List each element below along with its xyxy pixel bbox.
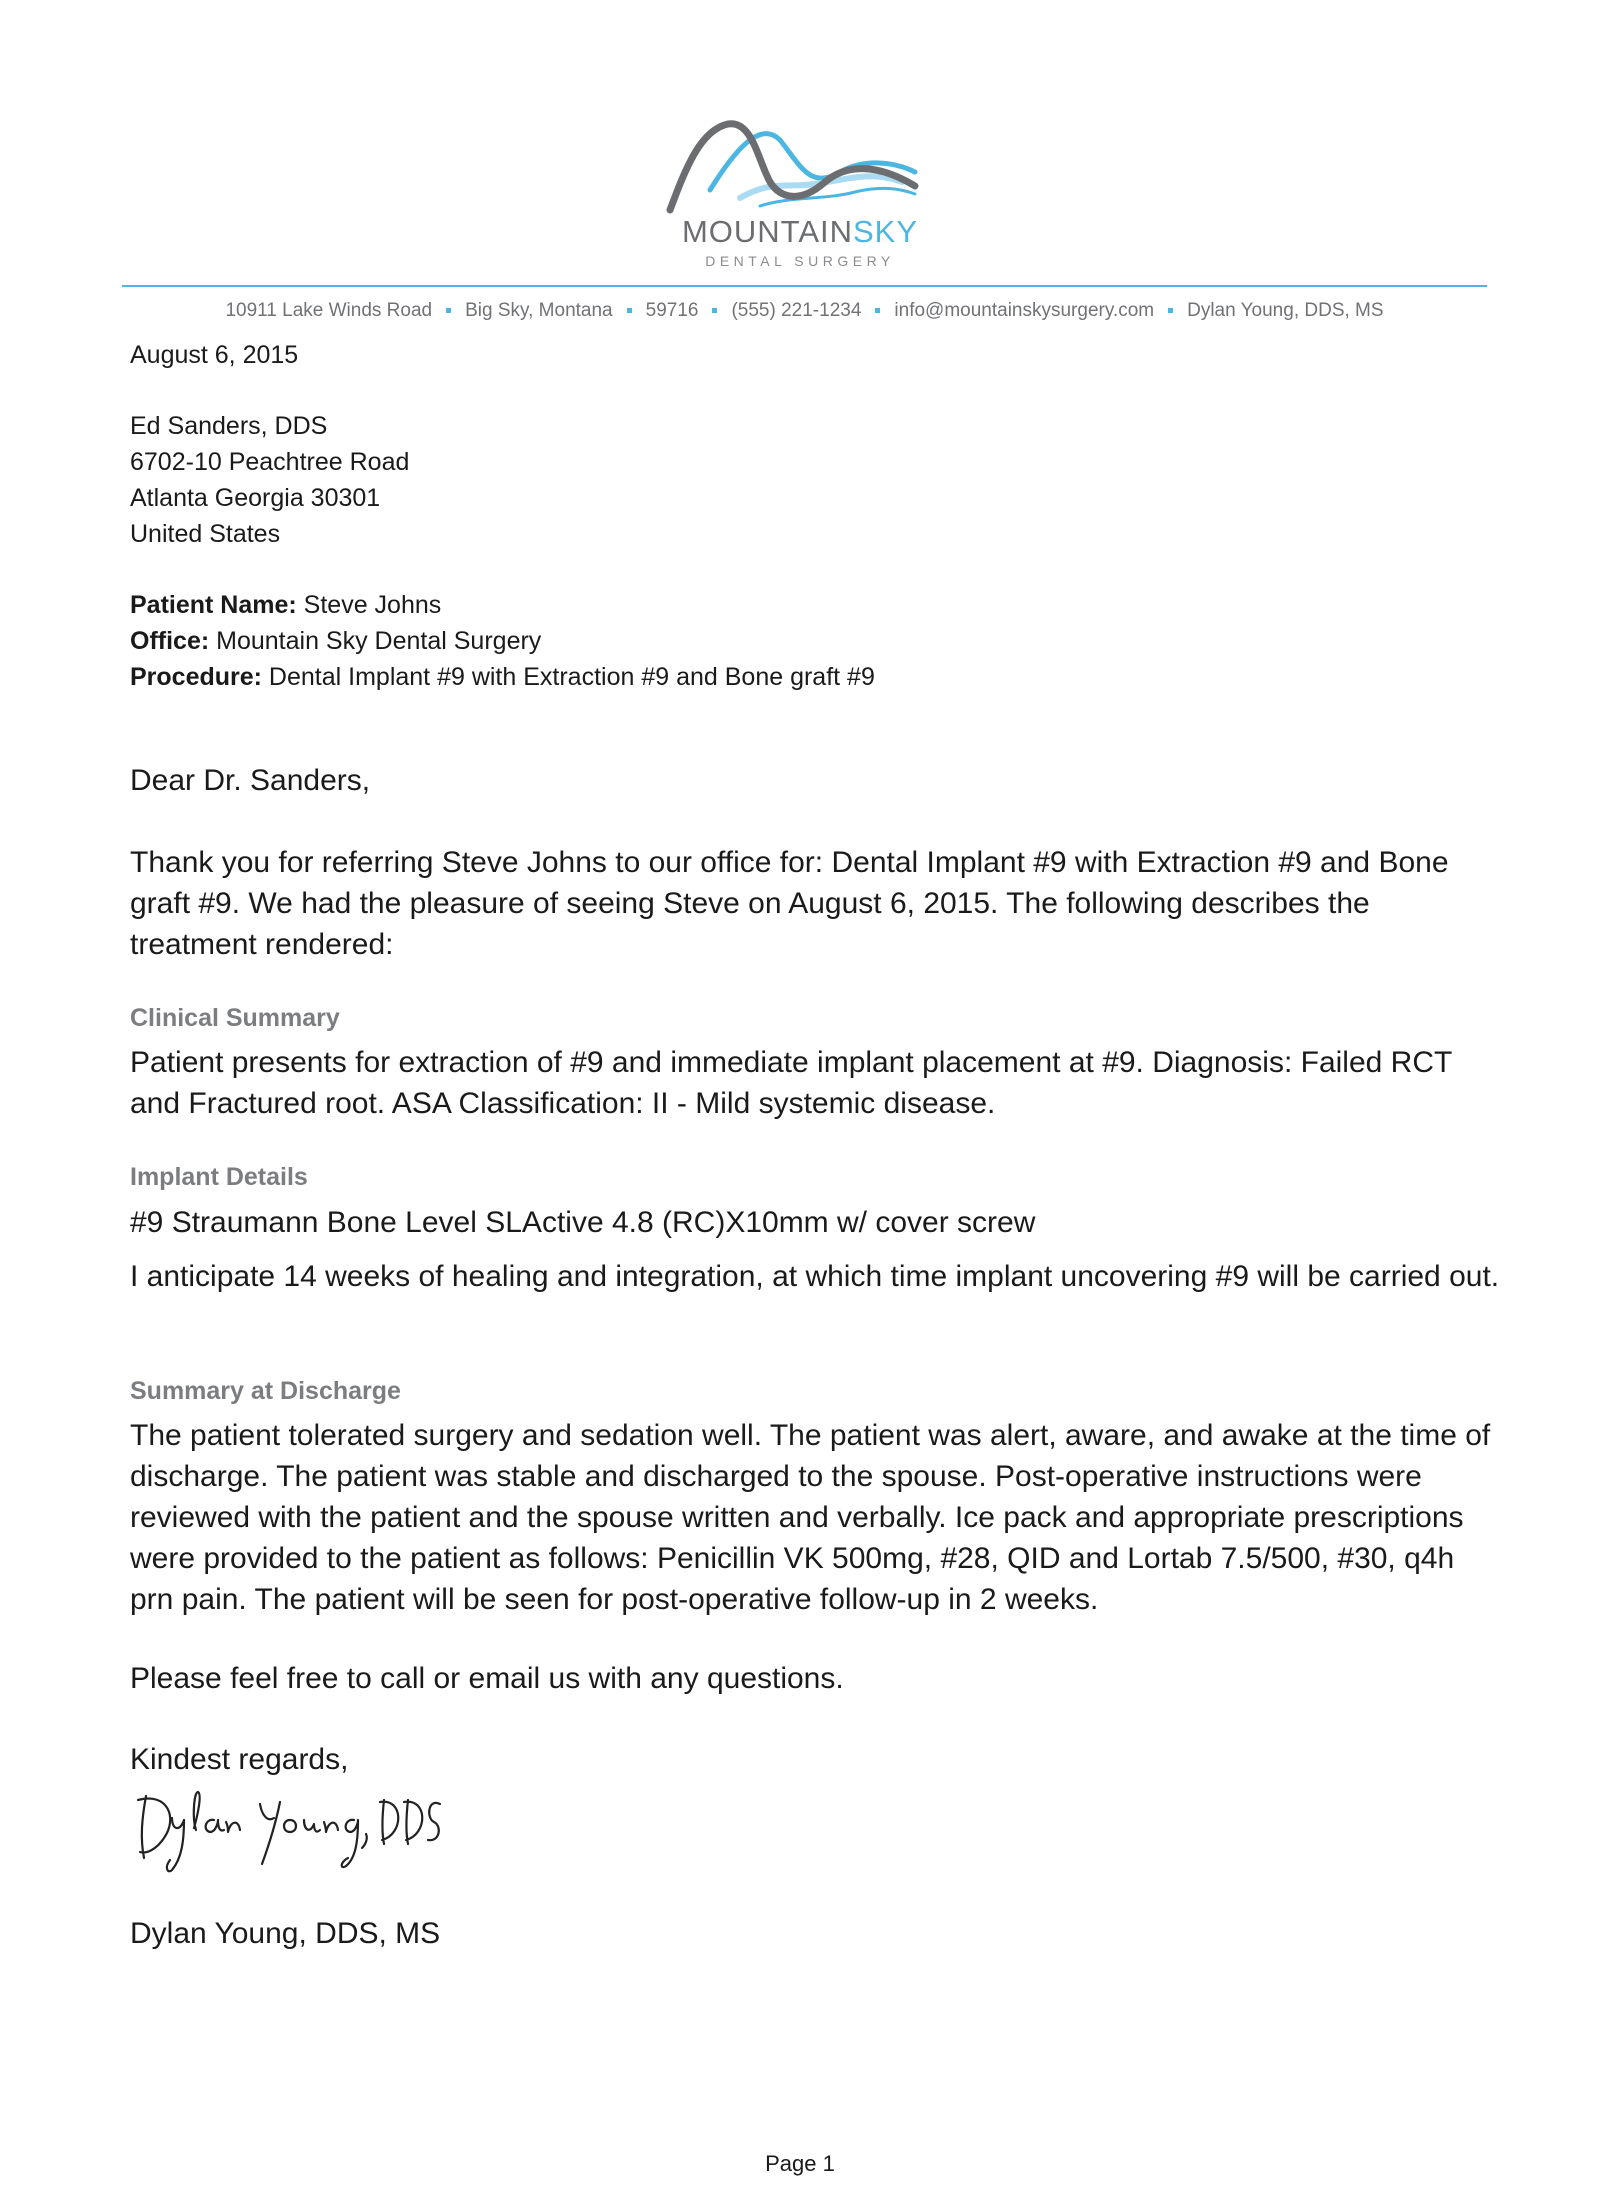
separator-dot-icon (875, 308, 880, 313)
brand-name (640, 214, 960, 250)
separator-dot-icon (712, 308, 717, 313)
meta-value: Dental Implant #9 with Extraction #9 and Bone graft #9 (261, 663, 875, 691)
healing-paragraph: I anticipate 14 weeks of healing and integration, at which time implant uncovering #9 will be carried out. (130, 1260, 1500, 1293)
meta-value: Mountain Sky Dental Surgery (209, 627, 542, 655)
closing-line: Please feel free to call or email us with any questions. (130, 1662, 844, 1695)
meta-patient (130, 587, 875, 623)
contact-zip: 59716 (645, 300, 699, 321)
mountainsky-logo (640, 110, 960, 270)
recipient-country: United States (130, 520, 281, 548)
meta-label: Patient Name: (130, 591, 297, 619)
clinical-summary-text: Patient presents for extraction of #9 and immediate implant placement at #9. Diagnosis: Failed RCT and Fractured root. ASA Classification: II - Mild systemic disease. (130, 1046, 1452, 1120)
recipient-city: Atlanta Georgia 30301 (130, 484, 381, 512)
separator-dot-icon (446, 308, 451, 313)
contact-street: 10911 Lake Winds Road (225, 300, 433, 321)
letter-date: August 6, 2015 (130, 341, 299, 369)
brand-subtitle: DENTAL SURGERY (705, 253, 895, 269)
separator-dot-icon (627, 308, 632, 313)
handwritten-signature (128, 1778, 448, 1878)
recipient-street: 6702-10 Peachtree Road (130, 448, 410, 476)
contact-doctor: Dylan Young, DDS, MS (1187, 300, 1384, 321)
brand-name-part2: SKY (853, 214, 919, 249)
discharge-heading: Summary at Discharge (130, 1377, 401, 1405)
meta-value: Steve Johns (296, 591, 442, 619)
meta-label: Office: (130, 627, 210, 655)
implant-details-text: #9 Straumann Bone Level SLActive 4.8 (RC)X10mm w/ cover screw (130, 1206, 1036, 1239)
mountain-wave-icon (640, 110, 960, 215)
header-divider (122, 285, 1487, 287)
implant-details-heading: Implant Details (130, 1163, 308, 1191)
patient-meta (130, 587, 875, 695)
recipient-address (130, 408, 409, 552)
contact-email: info@mountainskysurgery.com (894, 300, 1155, 321)
regards-line: Kindest regards, (130, 1743, 349, 1776)
discharge-text: The patient tolerated surgery and sedation well. The patient was alert, aware, and awake at the time of discharge. The patient was stable and discharged to the spouse. Post-operative instructions were reviewed with the patient and the spouse written and verbally. Ice pack and appropriate prescriptions were provided to the patient as follows: Penicillin VK 500mg, #28, QID and Lortab 7.5/500, #30, q4h prn pain. The patient will be seen for post-operative follow-up in 2 weeks. (130, 1419, 1491, 1616)
brand-name-part1: MOUNTAIN (681, 214, 853, 249)
contact-phone: (555) 221-1234 (731, 300, 862, 321)
separator-dot-icon (1168, 308, 1173, 313)
meta-office (130, 623, 875, 659)
page-number: Page 1 (765, 2151, 835, 2176)
contact-line (122, 300, 1487, 322)
signer-name: Dylan Young, DDS, MS (130, 1917, 441, 1950)
intro-paragraph: Thank you for referring Steve Johns to our office for: Dental Implant #9 with Extraction #9 and Bone graft #9. We had the pleasure of seeing Steve on August 6, 2015. The following describes the treatment rendered: (130, 846, 1449, 961)
clinical-summary-heading: Clinical Summary (130, 1004, 340, 1032)
meta-procedure (130, 659, 875, 695)
greeting: Dear Dr. Sanders, (130, 764, 371, 797)
contact-city: Big Sky, Montana (465, 300, 613, 321)
recipient-name: Ed Sanders, DDS (130, 412, 328, 440)
meta-label: Procedure: (130, 663, 262, 691)
